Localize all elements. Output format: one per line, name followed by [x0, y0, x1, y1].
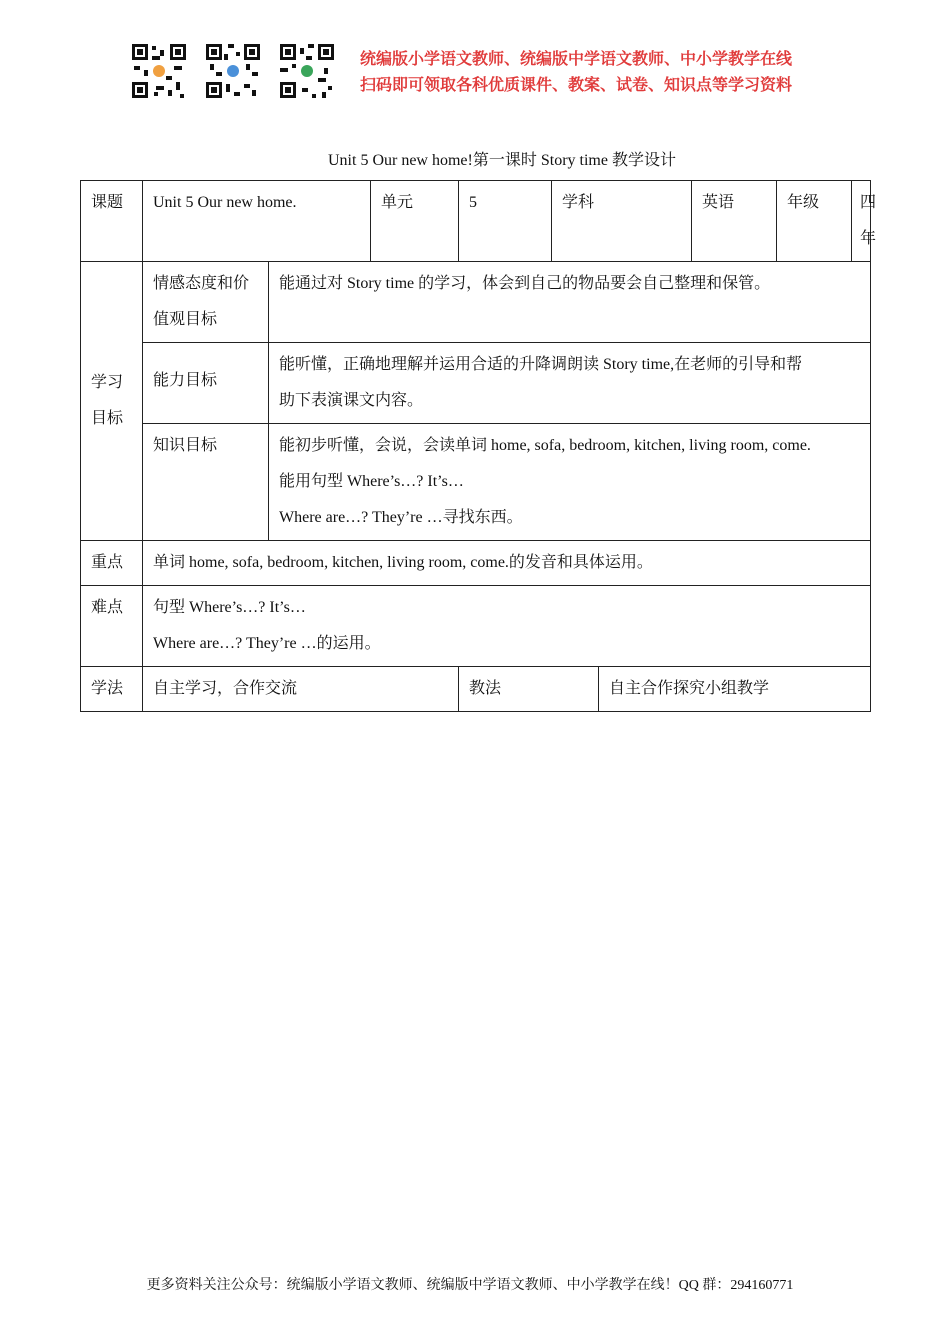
table-row — [81, 424, 871, 541]
difficult-point-text — [143, 586, 871, 667]
emotion-goal-label-line: 值观目标 — [153, 311, 218, 328]
knowledge-goal-line: 能初步听懂，会说，会读单词 home, sofa, bedroom, kitchen, living room, come. — [279, 437, 811, 454]
emotion-goal-text: 能通过对 Story time 的学习，体会到自己的物品要会自己整理和保管。 — [269, 262, 871, 343]
emotion-goal-label — [143, 262, 269, 343]
document-title: Unit 5 Our new home!第一课时 Story time 教学设计 — [328, 152, 676, 169]
key-point-label: 重点 — [81, 541, 143, 586]
knowledge-goal-text — [269, 424, 871, 541]
teaching-method-value: 自主合作探究小组教学 — [599, 667, 871, 712]
lesson-plan-table — [80, 180, 877, 712]
goals-label — [81, 262, 143, 541]
footer-note: 更多资料关注公众号：统编版小学语文教师、统编版中学语文教师、中小学教学在线！QQ 群：294160771 — [146, 1278, 794, 1293]
knowledge-goal-label: 知识目标 — [143, 424, 269, 541]
topic-label: 课题 — [81, 181, 143, 262]
unit-value: 5 — [459, 181, 552, 262]
qr-code-icon[interactable] — [204, 42, 262, 100]
promo-banner-line: 统编版小学语文教师、统编版中学语文教师、中小学教学在线 — [360, 49, 793, 68]
table-row — [81, 262, 871, 343]
table-row — [81, 586, 871, 667]
ability-goal-line: 能听懂，正确地理解并运用合适的升降调朗读 Story time,在老师的引导和帮 — [279, 356, 803, 373]
promo-banner-line: 扫码即可领取各科优质课件、教案、试卷、知识点等学习资料 — [360, 75, 793, 94]
unit-label: 单元 — [371, 181, 459, 262]
qr-code-group — [130, 42, 336, 100]
emotion-goal-label-line: 情感态度和价 — [153, 275, 250, 292]
learning-method-label: 学法 — [81, 667, 143, 712]
grade-label: 年级 — [777, 181, 852, 261]
grade-value: 四年 — [860, 194, 877, 247]
ability-goal-label: 能力目标 — [143, 343, 269, 424]
knowledge-goal-line: 能用句型 Where’s…? It’s… — [279, 473, 464, 490]
table-row — [81, 181, 871, 262]
topic-value: Unit 5 Our new home. — [143, 181, 371, 262]
knowledge-goal-line: Where are…? They’re …寻找东西。 — [279, 509, 523, 526]
qr-code-icon[interactable] — [130, 42, 188, 100]
table-row — [81, 343, 871, 424]
difficult-point-line: 句型 Where’s…? It’s… — [153, 599, 306, 616]
subject-label: 学科 — [552, 181, 692, 262]
ability-goal-text — [269, 343, 871, 424]
subject-value: 英语 — [692, 181, 777, 262]
learning-method-value: 自主学习，合作交流 — [143, 667, 459, 712]
grade-cell — [777, 181, 877, 262]
promo-banner — [360, 46, 792, 98]
goals-label-line: 学习 — [91, 374, 124, 391]
table-row — [81, 667, 871, 712]
teaching-method-label: 教法 — [459, 667, 599, 712]
table-row — [81, 541, 871, 586]
goals-label-line: 目标 — [91, 410, 124, 427]
key-point-text: 单词 home, sofa, bedroom, kitchen, living room, come.的发音和具体运用。 — [143, 541, 871, 586]
difficult-point-line: Where are…? They’re …的运用。 — [153, 635, 381, 652]
qr-code-icon[interactable] — [278, 42, 336, 100]
difficult-point-label: 难点 — [81, 586, 143, 667]
ability-goal-line: 助下表演课文内容。 — [279, 392, 424, 409]
